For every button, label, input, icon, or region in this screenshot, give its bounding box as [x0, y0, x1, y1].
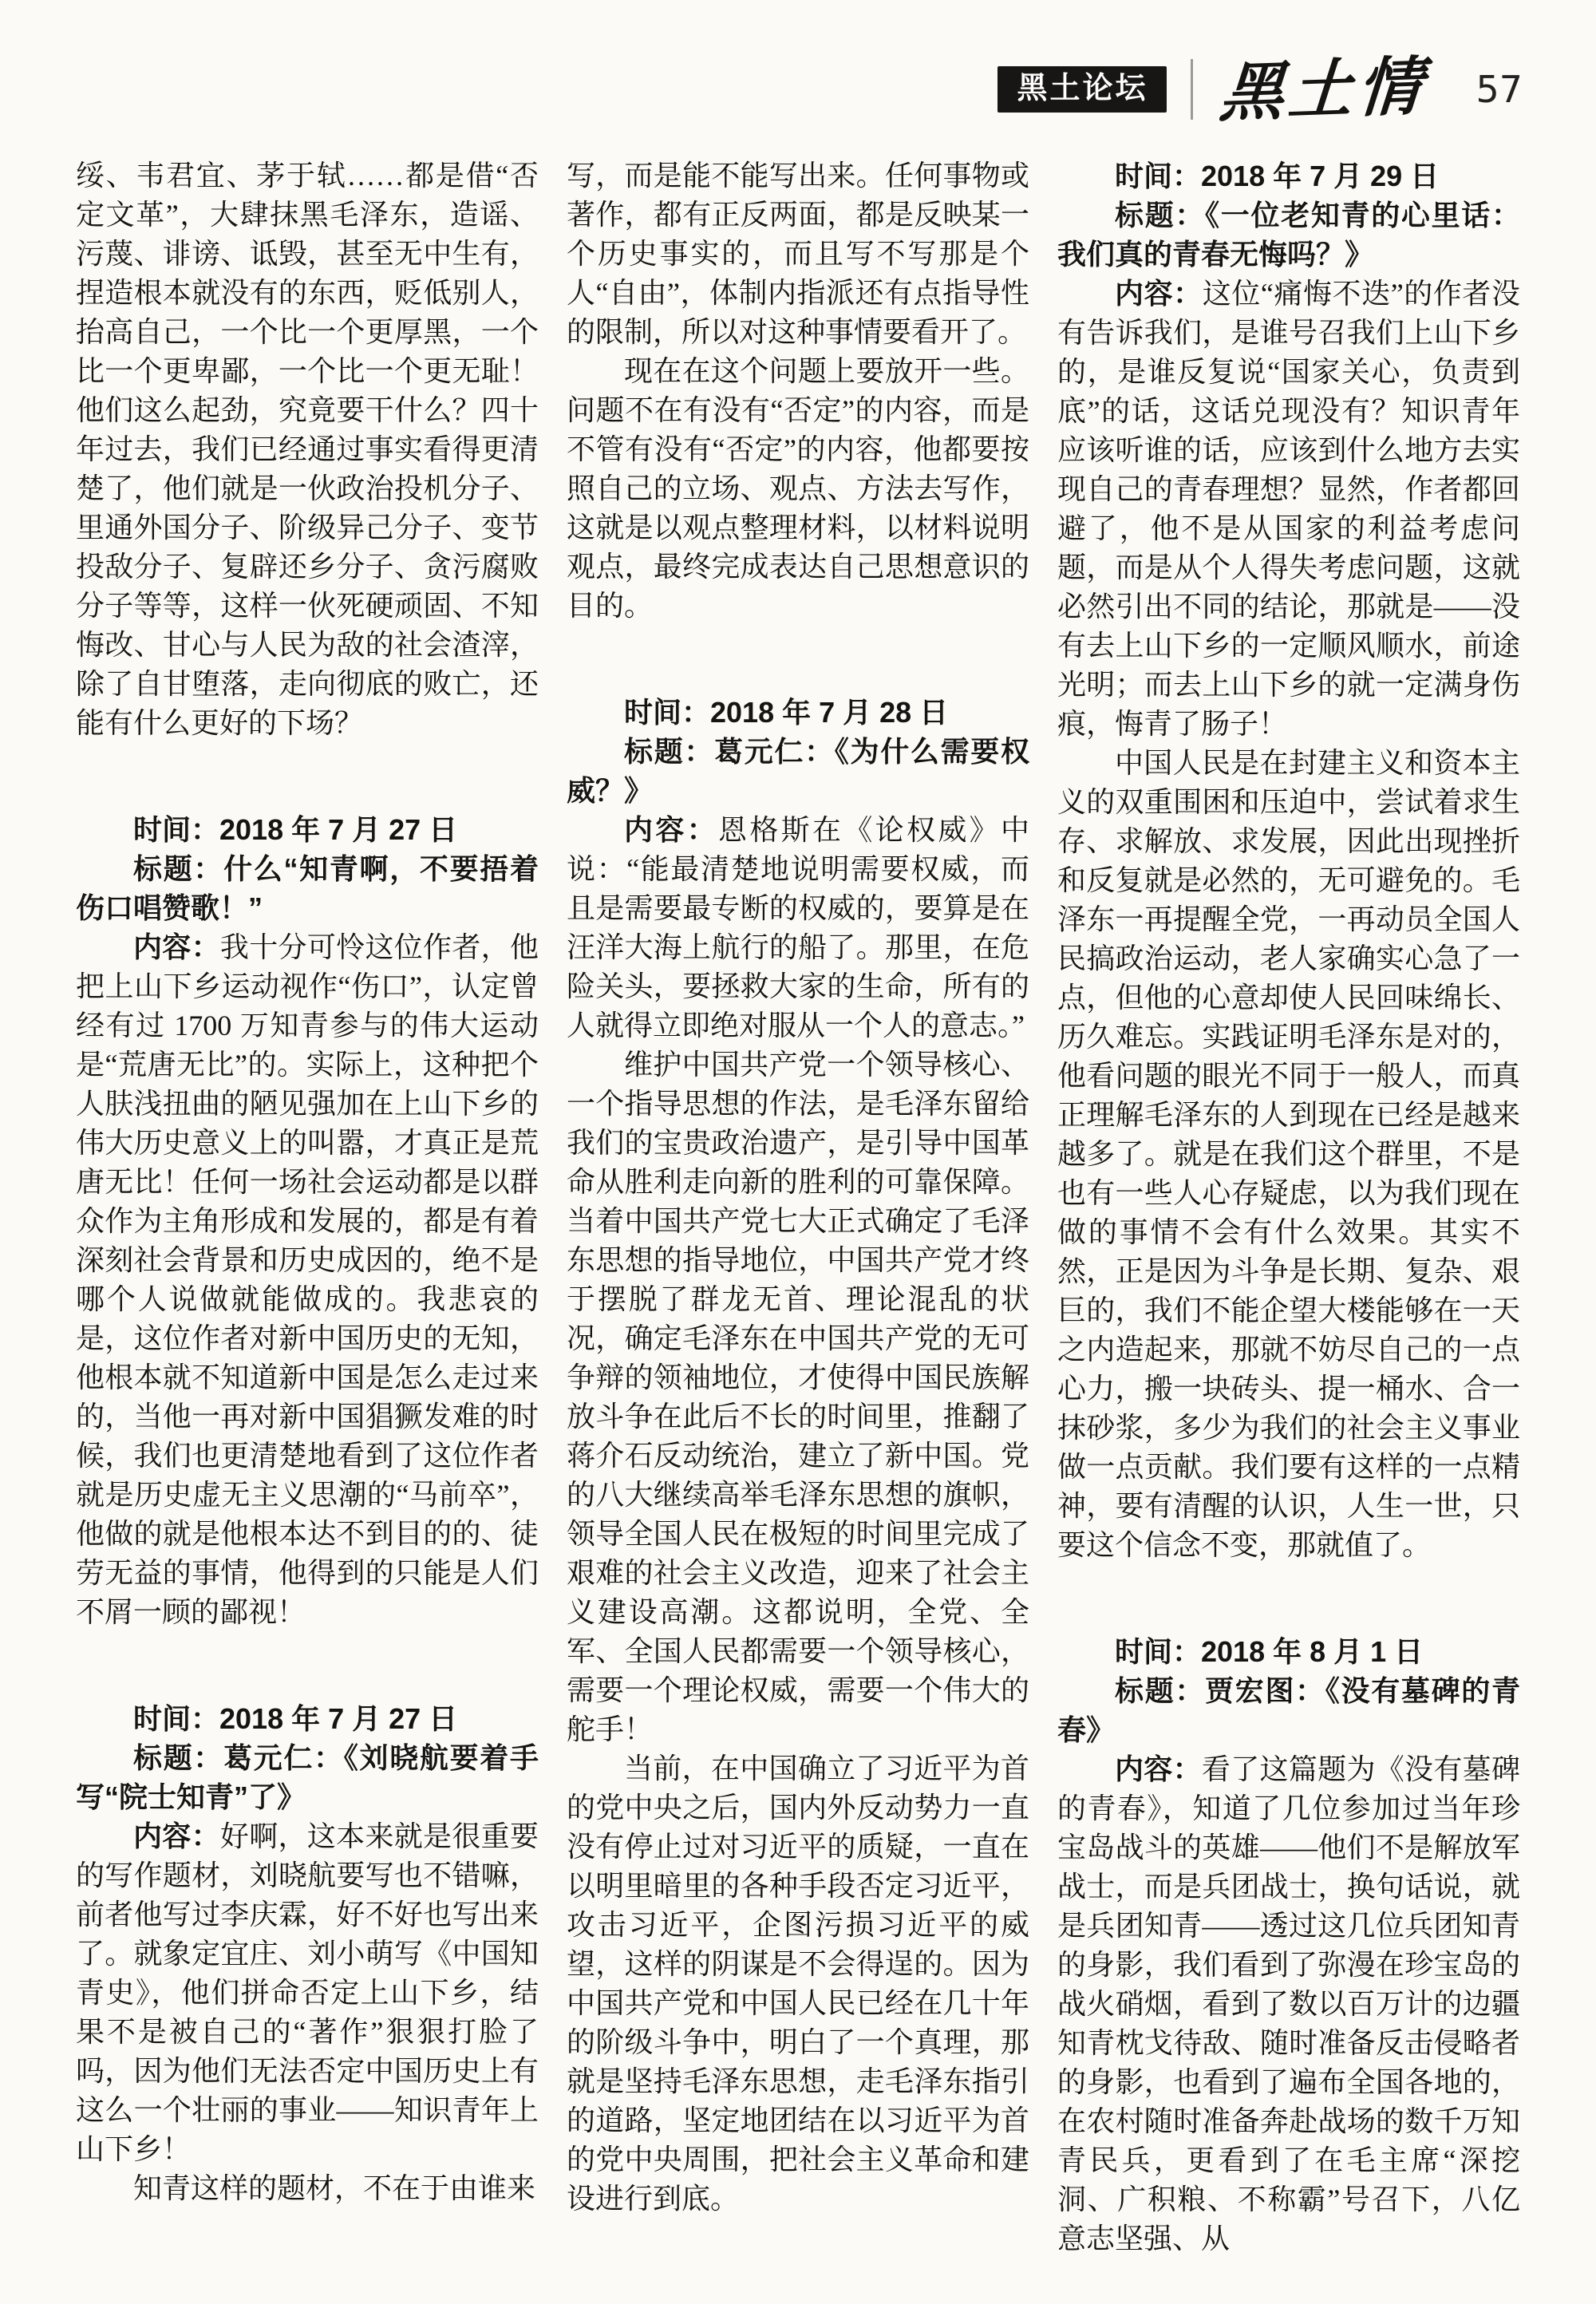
- column-3: [1057, 156, 1520, 2259]
- entry-time: 时间：2018 年 7 月 29 日: [1115, 160, 1440, 192]
- content-label: 内容：: [133, 1820, 220, 1852]
- text-columns: [76, 156, 1520, 2259]
- content-label: 内容：: [1115, 1753, 1202, 1785]
- content-label: 内容：: [133, 931, 220, 963]
- entry-title: 标题：贾宏图：《没有墓碑的青春》: [1057, 1674, 1520, 1746]
- header-divider: [1191, 59, 1193, 120]
- paragraph: 现在在这个问题上要放开一些。问题不在有没有“否定”的内容，而是不管有没有“否定”的内容，他都要按照自己的立场、观点、方法去写作，这就是以观点整理材料，以材料说明观点，最终完成表达自己思想意识的目的。: [567, 355, 1029, 622]
- section-badge: 黑土论坛: [998, 66, 1167, 113]
- paragraph: 中国人民是在封建主义和资本主义的双重围困和压迫中，尝试着求生存、求解放、求发展，因此出现挫折和反复就是必然的，无可避免的。毛泽东一再提醒全党，一再动员全国人民搞政治运动，老人家确实心急了一点，但他的心意却使人民回味绵长、历久难忘。实践证明毛泽东是对的，他看问题的眼光不同于一般人，而真正理解毛泽东的人到现在已经是越来越多了。就是在我们这个群里，不是也有一些人心存疑虑，以为我们现在做的事情不会有什么效果。其实不然，正是因为斗争是长期、复杂、艰巨的，我们不能企望大楼能够在一天之内造起来，那就不妨尽自己的一点心力，搬一块砖头、提一桶水、合一抹砂浆，多少为我们的社会主义事业做一点贡献。我们要有这样的一点精神，要有清醒的认识，人生一世，只要这个信念不变，那就值了。: [1057, 747, 1520, 1561]
- magazine-logo: 黑土情: [1217, 48, 1430, 131]
- content-label: 内容：: [624, 813, 718, 846]
- entry-title: 标题：葛元仁：《为什么需要权威？》: [567, 735, 1029, 807]
- column-2: [567, 156, 1029, 2259]
- entry-time: 时间：2018 年 8 月 1 日: [1115, 1635, 1424, 1668]
- entry-title: 标题：葛元仁：《刘晓航要着手写“院士知青”了》: [76, 1741, 539, 1813]
- content-label: 内容：: [1115, 277, 1203, 310]
- entry-time: 时间：2018 年 7 月 27 日: [133, 1702, 458, 1735]
- entry-title: 标题：什么“知青啊，不要捂着伤口唱赞歌！”: [76, 852, 539, 924]
- paragraph: 维护中国共产党一个领导核心、一个指导思想的作法，是毛泽东留给我们的宝贵政治遗产，是引导中国革命从胜利走向新的胜利的可靠保障。当着中国共产党七大正式确定了毛泽东思想的指导地位，中国共产党才终于摆脱了群龙无首、理论混乱的状况，确定毛泽东在中国共产党的无可争辩的领袖地位，才使得中国民族解放斗争在此后不长的时间里，推翻了蒋介石反动统治，建立了新中国。党的八大继续高举毛泽东思想的旗帜，领导全国人民在极短的时间里完成了艰难的社会主义改造，迎来了社会主义建设高潮。这都说明，全党、全军、全国人民都需要一个领导核心，需要一个理论权威，需要一个伟大的舵手！: [567, 1049, 1029, 1745]
- entry-content: 内容：我十分可怜这位作者，他把上山下乡运动视作“伤口”，认定曾经有过 1700 万知青参与的伟大运动是“荒唐无比”的。实际上，这种把个人肤浅扭曲的陋见强加在上山下乡的伟大历史意义上的叫嚣，才真正是荒唐无比！任何一场社会运动都是以群众作为主角形成和发展的，都是有着深刻社会背景和历史成因的，绝不是哪个人说做就能做成的。我悲哀的是，这位作者对新中国历史的无知，他根本就不知道新中国是怎么走过来的，当他一再对新中国猖獗发难的时候，我们也更清楚地看到了这位作者就是历史虚无主义思潮的“马前卒”，他做的就是他根本达不到目的的、徒劳无益的事情，他得到的只能是人们不屑一顾的鄙视！: [76, 931, 539, 1628]
- paragraph: 当前，在中国确立了习近平为首的党中央之后，国内外反动势力一直没有停止过对习近平的质疑，一直在以明里暗里的各种手段否定习近平，攻击习近平，企图污损习近平的威望，这样的阴谋是不会得逞的。因为中国共产党和中国人民已经在几十年的阶级斗争中，明白了一个真理，那就是坚持毛泽东思想，走毛泽东指引的道路，坚定地团结在以习近平为首的党中央周围，把社会主义革命和建设进行到底。: [567, 1753, 1029, 2215]
- paragraph: 写，而是能不能写出来。任何事物或著作，都有正反两面，都是反映某一个历史事实的，而且写不写那是个人“自由”，体制内指派还有点指导性的限制，所以对这种事情要看开了。: [567, 160, 1029, 348]
- entry-time: 时间：2018 年 7 月 27 日: [133, 813, 458, 846]
- entry-content: 内容：恩格斯在《论权威》中说：“能最清楚地说明需要权威，而且是需要最专断的权威的，要算是在汪洋大海上航行的船了。那里，在危险关头，要拯救大家的生命，所有的人就得立即绝对服从一个人的意志。”: [567, 813, 1029, 1041]
- entry-content: 内容：这位“痛悔不迭”的作者没有告诉我们，是谁号召我们上山下乡的，是谁反复说“国家关心，负责到底”的话，这话兑现没有？知识青年应该听谁的话，应该到什么地方去实现自己的青春理想？显然，作者都回避了，他不是从国家的利益考虑问题，而是从个人得失考虑问题，这就必然引出不同的结论，那就是——没有去上山下乡的一定顺风顺水，前途光明；而去上山下乡的就一定满身伤痕，悔青了肠子！: [1057, 277, 1520, 740]
- page-header: [76, 49, 1523, 129]
- entry-content: 内容：看了这篇题为《没有墓碑的青春》，知道了几位参加过当年珍宝岛战斗的英雄——他们不是解放军战士，而是兵团战士，换句话说，就是兵团知青——透过这几位兵团知青的身影，我们看到了弥漫在珍宝岛的战火硝烟，看到了数以百万计的边疆知青枕戈待敌、随时准备反击侵略者的身影，也看到了遍布全国各地的，在农村随时准备奔赴战场的数千万知青民兵，更看到了在毛主席“深挖洞、广积粮、不称霸”号召下，八亿意志坚强、从: [1057, 1753, 1520, 2255]
- paragraph: 绥、韦君宜、茅于轼……都是借“否定文革”，大肆抹黑毛泽东，造谣、污蔑、诽谤、诋毁，甚至无中生有，捏造根本就没有的东西，贬低别人，抬高自己，一个比一个更厚黑，一个比一个更卑鄙，一个比一个更无耻！他们这么起劲，究竟要干什么？四十年过去，我们已经通过事实看得更清楚了，他们就是一伙政治投机分子、里通外国分子、阶级异己分子、变节投敌分子、复辟还乡分子、贪污腐败分子等等，这样一伙死硬顽固、不知悔改、甘心与人民为敌的社会渣滓，除了自甘堕落，走向彻底的败亡，还能有什么更好的下场？: [76, 160, 539, 739]
- entry-time: 时间：2018 年 7 月 28 日: [624, 696, 949, 729]
- entry-content: 内容：好啊，这本来就是很重要的写作题材，刘晓航要写也不错嘛，前者他写过李庆霖，好不好也写出来了。就象定宜庄、刘小萌写《中国知青史》，他们拼命否定上山下乡，结果不是被自己的“著作”狠狠打脸了吗，因为他们无法否定中国历史上有这么一个壮丽的事业——知识青年上山下乡！: [76, 1820, 539, 2165]
- column-1: [76, 156, 539, 2259]
- page-number: 57: [1476, 68, 1523, 111]
- entry-title: 标题：《一位老知青的心里话：我们真的青春无悔吗？》: [1057, 199, 1520, 271]
- paragraph: 知青这样的题材，不在于由谁来: [133, 2172, 536, 2204]
